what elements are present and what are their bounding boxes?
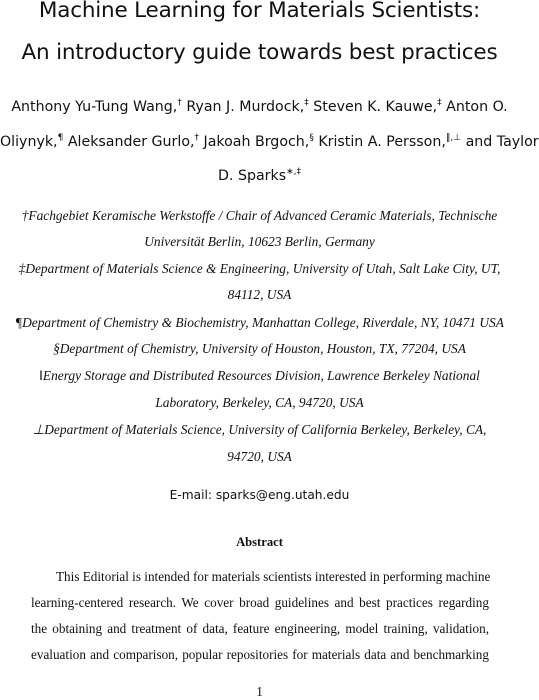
author-name: and Taylor [465,134,539,150]
abstract-line: evaluation and comparison, popular repositories for materials data and benchmarking [31,647,489,662]
paper-title-line-2: An introductory guide towards best practices [21,40,498,65]
affiliation-mark: § [309,133,314,143]
affiliation-mark: † [194,133,200,143]
author-name: Anton O. [446,99,508,115]
affiliation-mark: ‡ [437,98,442,108]
affiliation-line: §Department of Chemistry, University of Houston, Houston, TX, 77204, USA [53,341,466,356]
affiliation-line: 84112, USA [227,287,292,302]
author-name: D. Sparks [218,168,287,184]
affiliation-mark: ‡ [304,98,309,108]
author-name: Oliynyk, [0,134,58,150]
contact-email: E-mail: sparks@eng.utah.edu [169,488,350,502]
affiliation-line: ‖Energy Storage and Distributed Resources Division, Lawrence Berkeley National [39,368,480,383]
affiliation-line: Universität Berlin, 10623 Berlin, Germany [144,234,375,249]
affiliation-mark: † [177,98,182,108]
abstract-heading: Abstract [236,535,283,549]
affiliation-line: ¶Department of Chemistry & Biochemistry, Manhattan College, Riverdale, NY, 10471 USA [15,315,504,330]
author-name: Anthony Yu-Tung Wang, [11,99,178,115]
author-name: Ryan J. Murdock, [186,99,305,115]
affiliation-line: †Fachgebiet Keramische Werkstoffe / Chair of Advanced Ceramic Materials, Technische [21,208,498,223]
author-name: Steven K. Kauwe, [313,99,438,115]
paper-title-line-1: Machine Learning for Materials Scientists: [38,0,481,23]
author-line-2 [0,133,539,150]
affiliation-mark: ¶ [57,133,64,143]
abstract-line: This Editorial is intended for materials scientists interested in performing machine [56,569,491,584]
author-line-1 [0,98,519,115]
affiliation-line: ⊥Department of Materials Science, University of California Berkeley, Berkeley, CA, [32,422,487,437]
author-name: Jakoah Brgoch, [203,134,310,150]
author-name: Aleksander Gurlo, [67,134,195,150]
abstract-line: the obtaining and treatment of data, feature engineering, model training, validation, [31,621,489,636]
affiliation-mark: ∗,‡ [286,167,301,177]
affiliation-line: Laboratory, Berkeley, CA, 94720, USA [155,395,364,410]
affiliation-line: 94720, USA [227,449,292,464]
abstract-line: learning-centered research. We cover broad guidelines and best practices regarding [31,595,489,610]
page-number: 1 [256,684,263,699]
affiliation-line: ‡Department of Materials Science & Engineering, University of Utah, Salt Lake City, UT, [18,261,501,276]
author-name: Kristin A. Persson, [318,134,446,150]
affiliation-mark: ‖,⊥ [445,133,462,143]
author-line-3 [0,167,519,184]
